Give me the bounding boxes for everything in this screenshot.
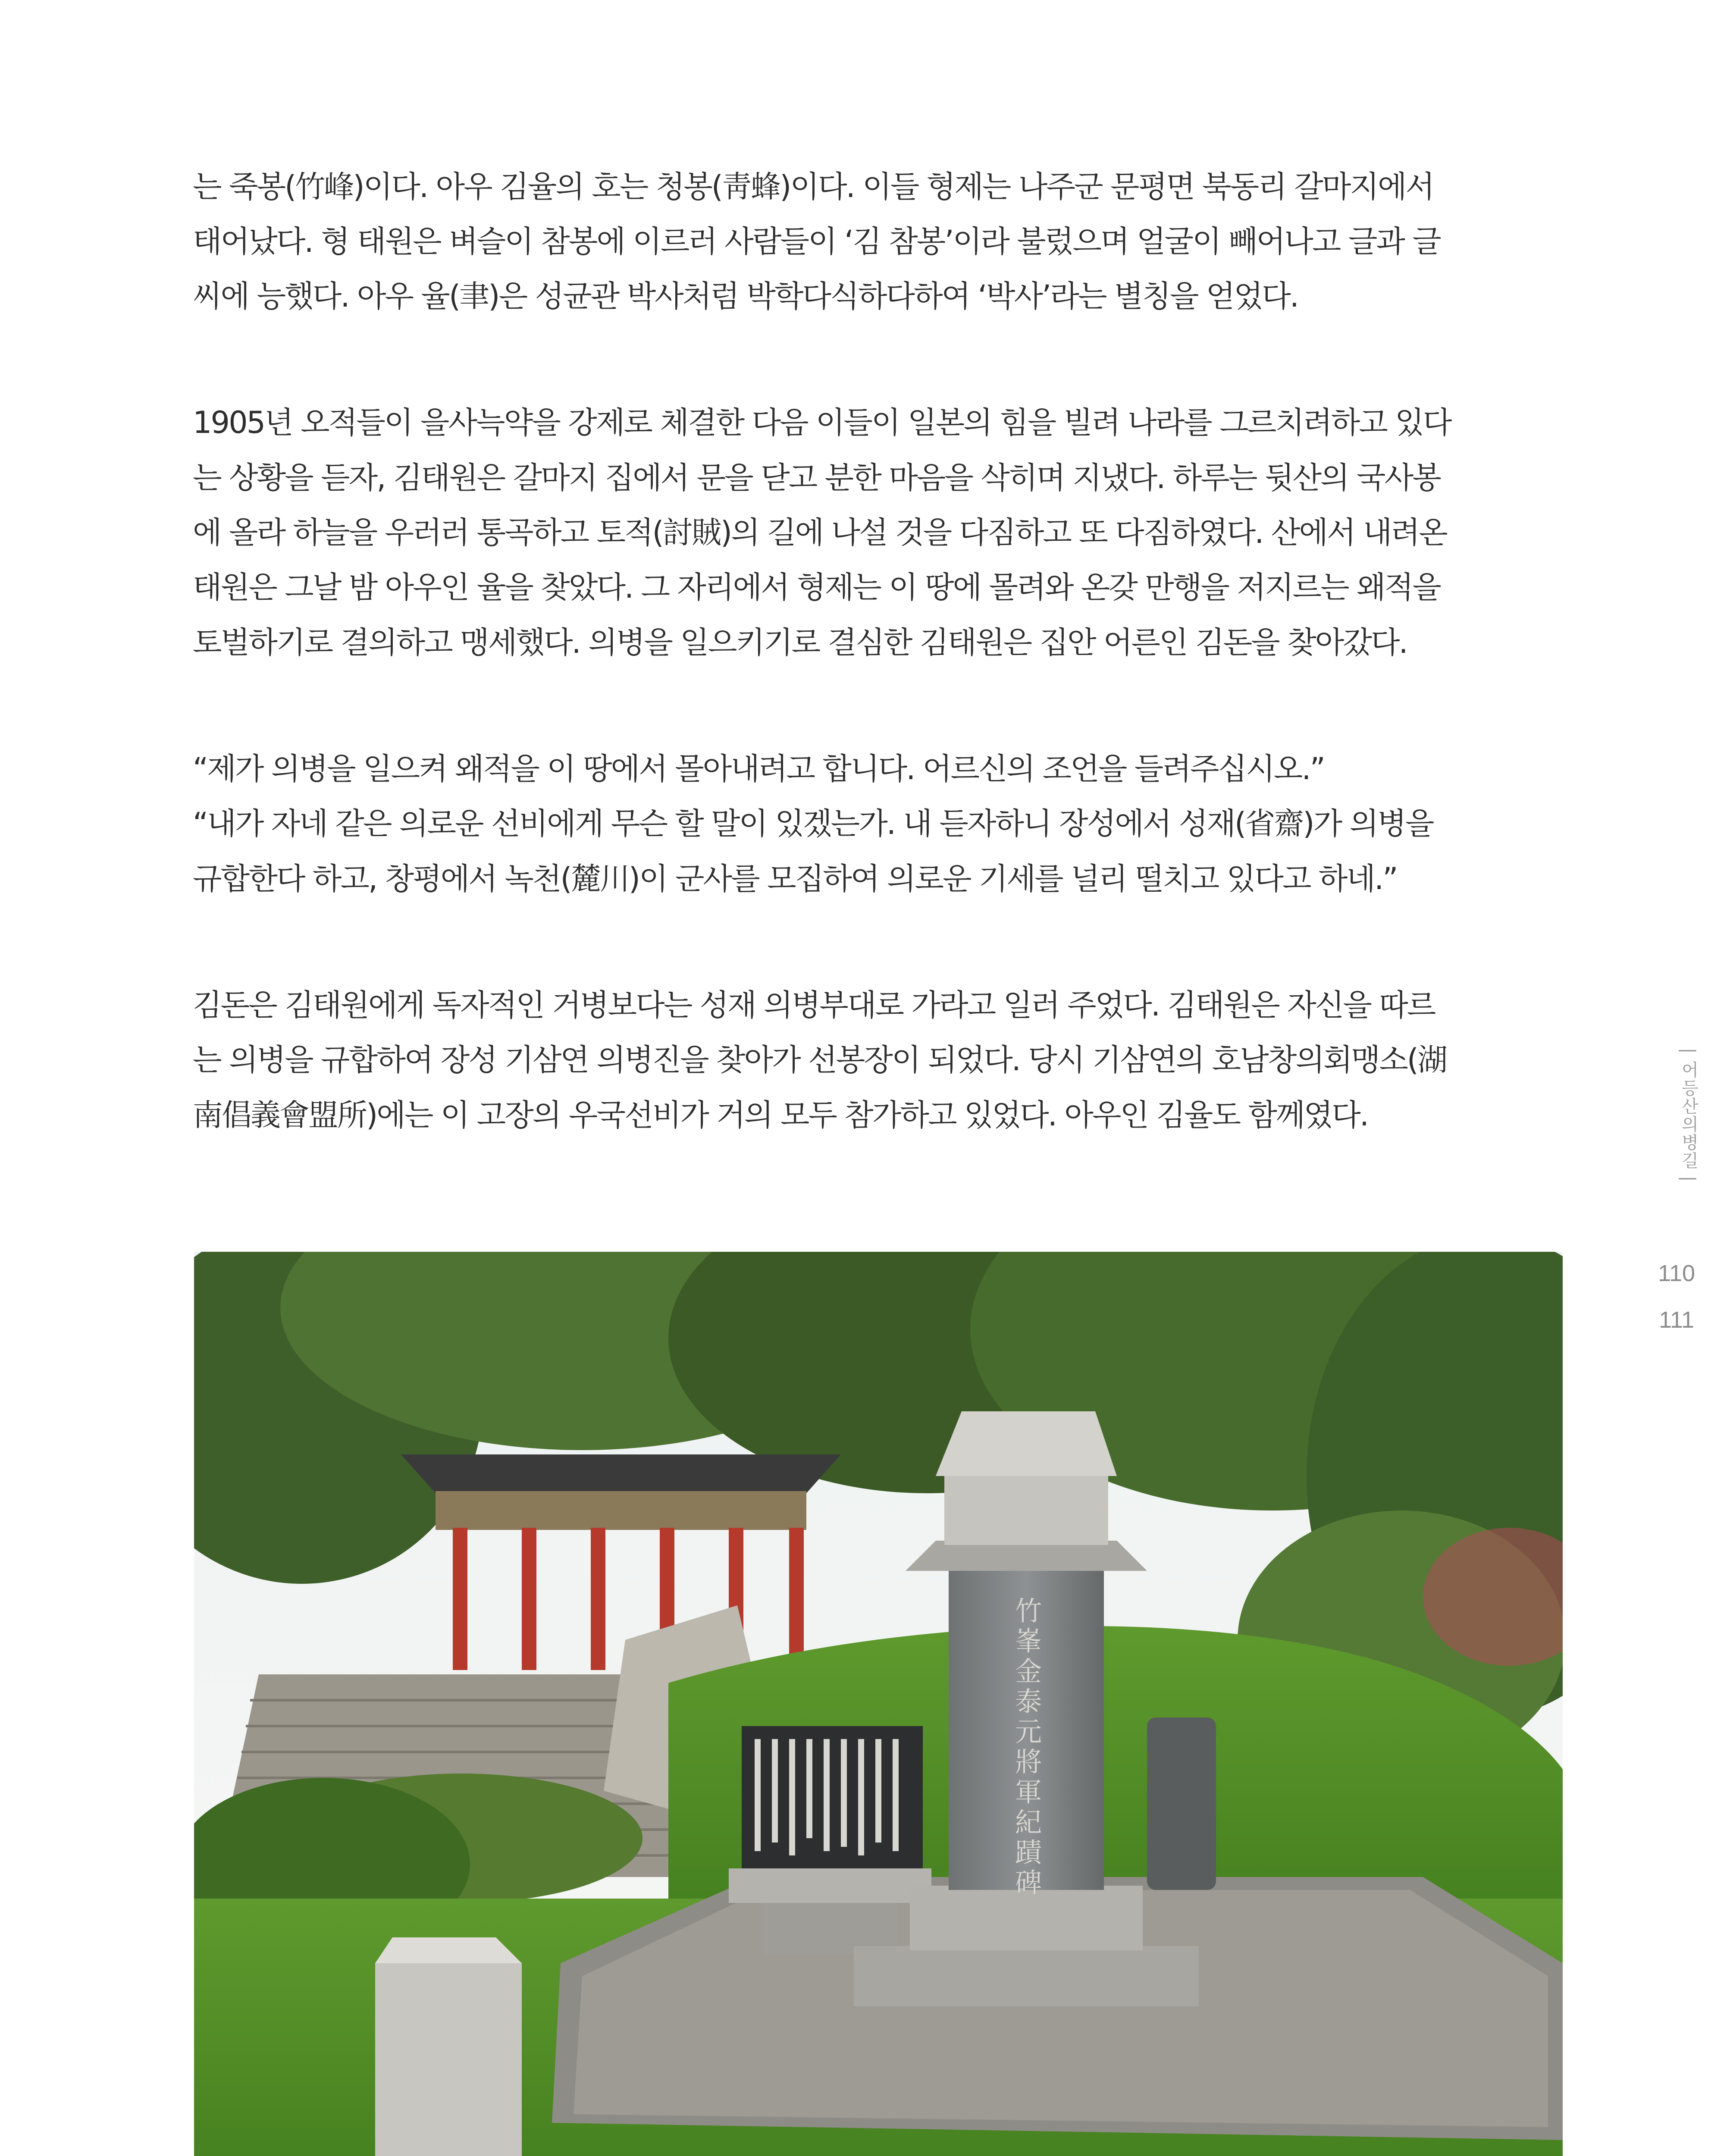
- text-line: 南倡義會盟所)에는 이 고장의 우국선비가 거의 모두 참가하고 있었다. 아우인 김율도 함께였다.: [193, 1097, 1368, 1133]
- text-line: 토벌하기로 결의하고 맹세했다. 의병을 일으키기로 결심한 김태원은 집안 어른인 김돈을 찾아갔다.: [193, 625, 1407, 660]
- text-line: 는 상황을 듣자, 김태원은 갈마지 집에서 문을 닫고 분한 마음을 삭히며 지냈다. 하루는 뒷산의 국사봉: [193, 460, 1440, 495]
- text-line: 는 죽봉(竹峰)이다. 아우 김율의 호는 청봉(靑蜂)이다. 이들 형제는 나주군 문평면 북동리 갈마지에서: [193, 169, 1434, 204]
- section-side-label: | 어등산의병길 |: [1679, 1048, 1699, 1183]
- text-line: “제가 의병을 일으켜 왜적을 이 땅에서 몰아내려고 합니다. 어르신의 조언을 들려주십시오.”: [193, 751, 1324, 787]
- text-line: “내가 자네 같은 의로운 선비에게 무슨 할 말이 있겠는가. 내 듣자하니 장성에서 성재(省齋)가 의병을: [193, 806, 1433, 841]
- text-line: 씨에 능했다. 아우 율(聿)은 성균관 박사처럼 박학다식하다하여 ‘박사’라는 별칭을 얻었다.: [193, 279, 1298, 314]
- text-line: 태어났다. 형 태원은 벼슬이 참봉에 이르러 사람들이 ‘김 참봉’이라 불렀으며 얼굴이 빼어나고 글과 글: [193, 224, 1440, 259]
- text-line: 1905년 오적들이 을사늑약을 강제로 체결한 다음 이들이 일본의 힘을 빌려 나라를 그르치려하고 있다: [193, 405, 1451, 440]
- page-number-right: 111: [1658, 1307, 1695, 1333]
- text-line: 는 의병을 규합하여 장성 기삼연 의병진을 찾아가 선봉장이 되었다. 당시 기삼연의 호남창의회맹소(湖: [193, 1042, 1447, 1078]
- page-number-left: 110: [1658, 1260, 1696, 1286]
- text-line: 김돈은 김태원에게 독자적인 거병보다는 성재 의병부대로 가라고 일러 주었다. 김태원은 자신을 따르: [193, 987, 1435, 1023]
- text-line: 규합한다 하고, 창평에서 녹천(麓川)이 군사를 모집하여 의로운 기세를 널리 떨치고 있다고 하네.”: [193, 861, 1397, 896]
- text-line: 에 올라 하늘을 우러러 통곡하고 토적(討賊)의 길에 나설 것을 다짐하고 또 다짐하였다. 산에서 내려온: [193, 515, 1447, 550]
- text-line: 태원은 그날 밤 아우인 율을 찾았다. 그 자리에서 형제는 이 땅에 몰려와 온갖 만행을 저지르는 왜적을: [193, 570, 1440, 605]
- monument-photo: [194, 1252, 1563, 2156]
- monument-inscription: 竹峯金泰元將軍紀蹟碑: [1010, 1597, 1042, 1899]
